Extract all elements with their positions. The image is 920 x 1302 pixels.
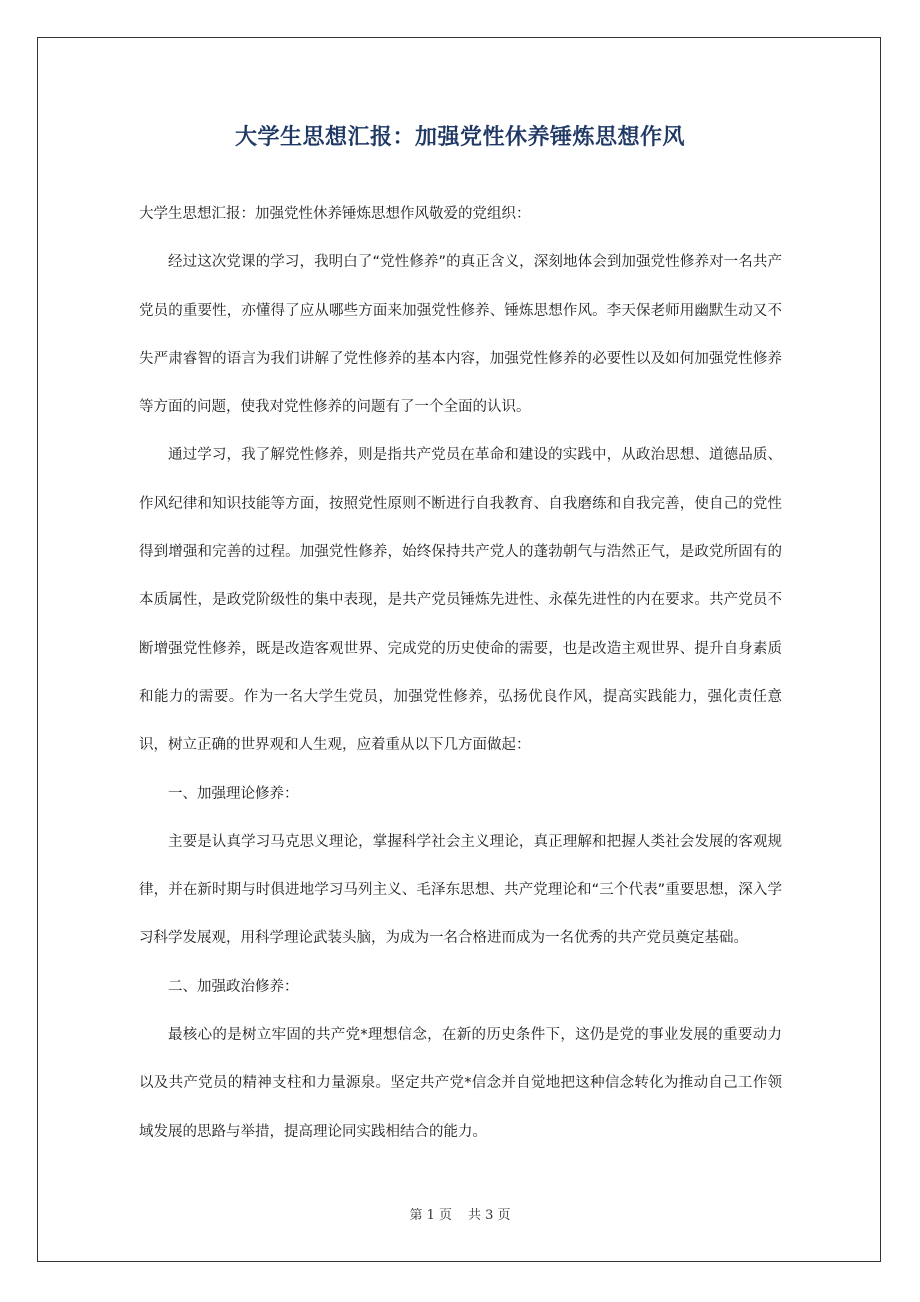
paragraph-politics: 最核心的是树立牢固的共产党*理想信念，在新的历史条件下，这仍是党的事业发展的重要动力以及共产党员的精神支柱和力量源泉。坚定共产党*信念并自觉地把这种信念转化为推动自己工作领域发展的思路与举措，提高理论同实践相结合的能力。 bbox=[139, 1027, 782, 1140]
document-body bbox=[139, 190, 782, 1156]
paragraph-understanding: 通过学习，我了解党性修养，则是指共产党员在革命和建设的实践中，从政治思想、道德品质、作风纪律和知识技能等方面，按照党性原则不断进行自我教育、自我磨练和自我完善，使自己的党性得到增强和完善的过程。加强党性修养，始终保持共产党人的蓬勃朝气与浩然正气，是政党所固有的本质属性，是政党阶级性的集中表现，是共产党员锤炼先进性、永葆先进性的内在要求。共产党员不断增强党性修养，既是改造客观世界、完成党的历史使命的需要，也是改造主观世界、提升自身素质和能力的需要。作为一名大学生党员，加强党性修养，弘扬优良作风，提高实践能力，强化责任意识，树立正确的世界观和人生观，应着重从以下几方面做起： bbox=[139, 447, 782, 754]
page-total: 共 3 页 bbox=[468, 1208, 511, 1223]
paragraph-salutation: 大学生思想汇报：加强党性休养锤炼思想作风敬爱的党组织： bbox=[139, 206, 531, 222]
section-heading-theory: 一、加强理论修养： bbox=[168, 785, 299, 802]
section-heading-politics: 二、加强政治修养： bbox=[168, 978, 299, 995]
page-number: 第 1 页 bbox=[409, 1208, 452, 1223]
document-title: 大学生思想汇报：加强党性休养锤炼思想作风 bbox=[234, 125, 685, 150]
page-footer bbox=[0, 1205, 920, 1227]
paragraph-theory: 主要是认真学习马克思义理论，掌握科学社会主义理论，真正理解和把握人类社会发展的客观规律，并在新时期与时俱进地学习马列主义、毛泽东思想、共产党理论和“三个代表”重要思想，深入学习科学发展观，用科学理论武装头脑，为成为一名合格进而成为一名优秀的共产党员奠定基础。 bbox=[139, 833, 782, 947]
paragraph-intro: 经过这次党课的学习，我明白了“党性修养”的真正含义，深刻地体会到加强党性修养对一名共产党员的重要性，亦懂得了应从哪些方面来加强党性修养、锤炼思想作风。李天保老师用幽默生动又不失严肃睿智的语言为我们讲解了党性修养的基本内容，加强党性修养的必要性以及如何加强党性修养等方面的问题，使我对党性修养的问题有了一个全面的认识。 bbox=[139, 254, 782, 416]
